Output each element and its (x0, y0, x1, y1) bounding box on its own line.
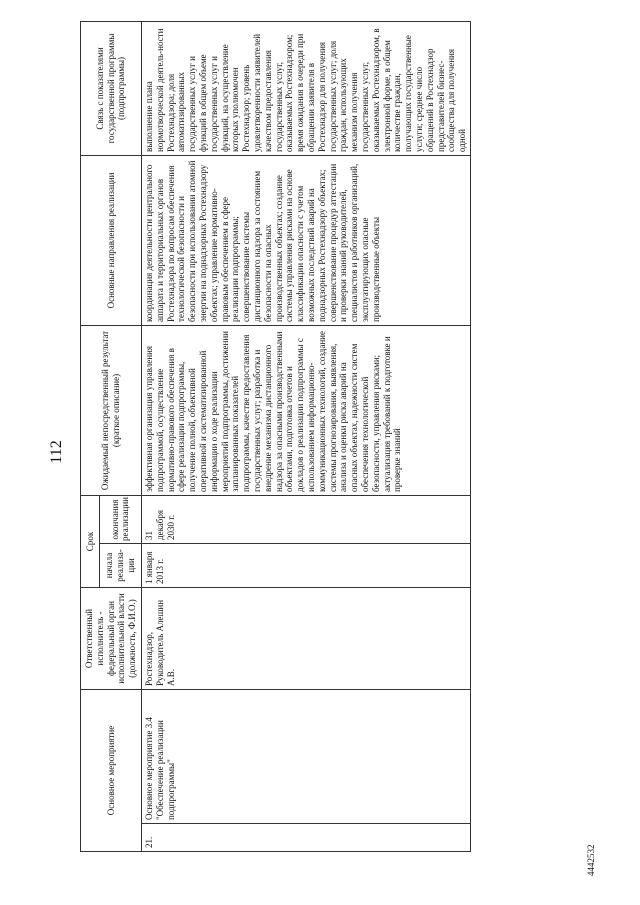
header-activity: Основное мероприятие (81, 690, 142, 852)
row-activity: Основное мероприятие 3.4 "Обеспечение реализации подпрограммы" (141, 690, 470, 824)
row-number: 21. (141, 824, 470, 852)
table-row (141, 21, 470, 851)
header-end: окончания реализации (99, 495, 141, 543)
row-indicators: выполнение плана нормотворческой деятель-ности Ростехнадзора; доля автоматизированных государственных услуг и функций в общем объеме государственных услуг и функций, на осуществление которых уполномочен Ростехнадзор; уровень удовлетворенности заявителей качеством предоставления государственных услуг, оказываемых Ростехнадзором; время ожидания в очереди при обращении заявителя в Ростехнадзор для получения государственных услуг; доля граждан, использующих механизм получения государственных услуг, оказываемых Ростехнадзором, в электронной форме, в общем количестве граждан, получающих государственные услуги; среднее число обращений в Ростехнадзор представителей бизнес-сообщества для получения одной (141, 21, 470, 155)
document-code: 4442532 (586, 844, 596, 876)
table-header-row (81, 21, 100, 851)
row-end: 31 декабря 2030 г. (141, 495, 470, 543)
program-table (80, 21, 471, 852)
page-number: 112 (48, 440, 65, 464)
header-directions: Основные направления реализации (81, 155, 142, 325)
row-start: 1 января 2013 г. (141, 544, 470, 588)
rotated-page (40, 22, 600, 882)
row-responsible: Ростехнадзор, Руководитель Алешин А.В. (141, 588, 470, 690)
row-result: эффективная организация управления подпрограммой, осуществление нормативно-правового обеспечения в сфере реализации подпрограммы, получение полной, объективной оперативной и систематизированной информации о ходе реализации мероприятий подпрограммы, достижении запланированных показателей подпрограммы, качестве предоставления государственных услуг; разработка и внедрение механизма дистанционного надзора за опасными производственными объектами, подготовка отчетов и докладов о реализации подпрограммы с использованием информационно-коммуникационных технологий, создание системы прогнозирования, выявления, анализа и оценки риска аварий на опасных объектах, надежности систем обеспечения технологической безопасности, управления рисками; актуализация требований к подготовке и проверке знаний (141, 325, 470, 495)
row-directions: координация деятельности центрального аппарата и территориальных органов Ростехнадзора по вопросам обеспечения технологической безопасности и безопасности при использовании атомной энергии на поднадзорных Ростехнадзору объектах; управление нормативно-правовым обеспечением в сфере реализации подпрограммы; совершенствование системы дистанционного надзора за состоянием безопасности на опасных производственных объектах; создание системы управления рисками на основе классификации опасности с учетом возможных последствий аварий на поднадзорных Ростехнадзору объектах; совершенствование процедур аттестации и проверки знаний руководителей, специалистов и работников организаций, эксплуатирующих опасные производственные объекты (141, 155, 470, 325)
header-responsible: Ответственный исполнитель - федеральный орган исполнительной власти (должность, Ф.И.О.) (81, 588, 142, 690)
header-result: Ожидаемый непосредственный результат (краткое описание) (81, 325, 142, 495)
header-indicators: Связь с показателями государственной программы (подпрограммы) (81, 21, 142, 155)
header-term: Срок (81, 495, 100, 587)
header-start: начала реализа-ции (99, 544, 141, 588)
